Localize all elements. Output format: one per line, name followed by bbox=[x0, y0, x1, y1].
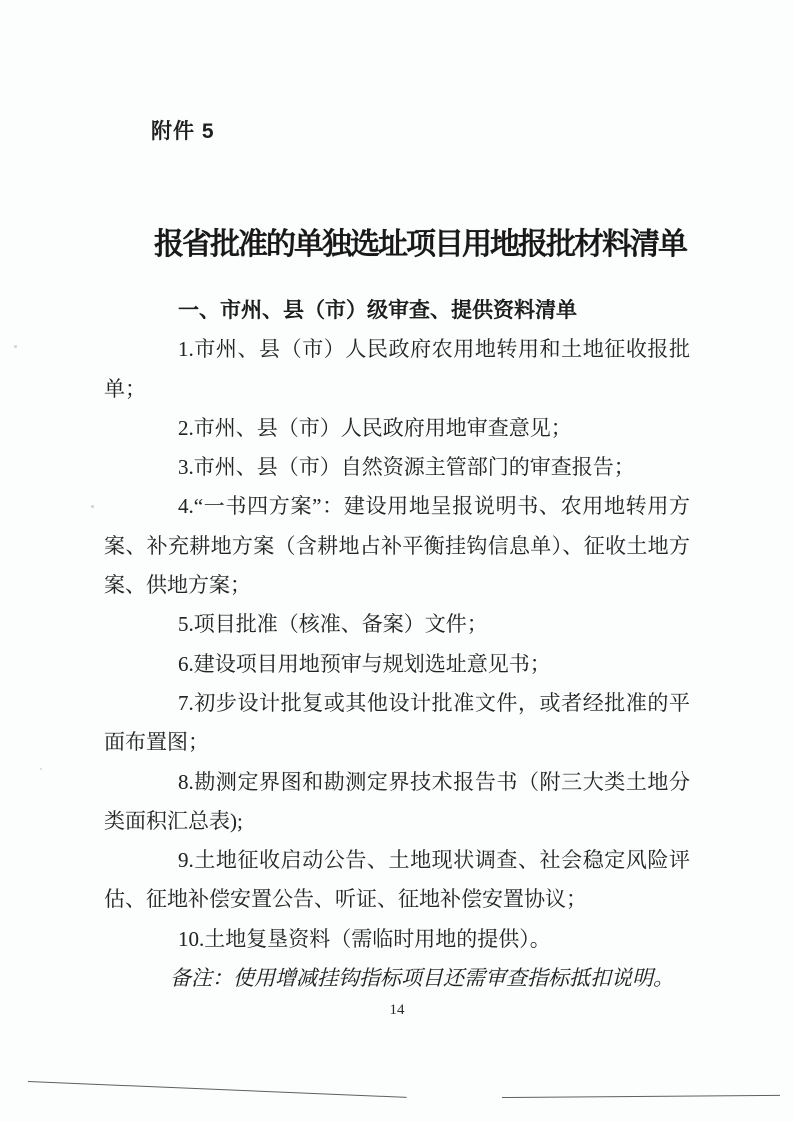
list-item-10: 10.土地复垦资料（需临时用地的提供）。 bbox=[178, 926, 551, 951]
list-item-3: 3.市州、县（市）自然资源主管部门的审查报告； bbox=[178, 455, 635, 480]
scan-edge-line-right bbox=[502, 1095, 780, 1098]
note-line: 备注：使用增减挂钩指标项目还需审查指标抵扣说明。 bbox=[170, 966, 674, 991]
list-item-5: 5.项目批准（核准、备案）文件； bbox=[178, 612, 488, 637]
list-item-9: 9.土地征收启动公告、土地现状调查、社会稳定风险评估、征地补偿安置公告、听证、征地补偿安置协议； bbox=[104, 848, 690, 912]
document-body bbox=[104, 291, 690, 998]
scan-edge-line-left bbox=[28, 1081, 407, 1098]
list-item-8: 8.勘测定界图和勘测定界技术报告书（附三大类土地分类面积汇总表); bbox=[104, 769, 690, 833]
list-item-2: 2.市州、县（市）人民政府用地审查意见； bbox=[178, 415, 572, 440]
scan-speck bbox=[91, 505, 94, 508]
scan-speck bbox=[40, 768, 42, 770]
document-title: 报省批准的单独选址项目用地报批材料清单 bbox=[154, 228, 686, 262]
list-item-4: 4.“一书四方案”：建设用地呈报说明书、农用地转用方案、补充耕地方案（含耕地占补平衡挂钩信息单）、征收土地方案、供地方案； bbox=[104, 494, 690, 598]
list-item-1: 1.市州、县（市）人民政府农用地转用和土地征收报批单； bbox=[104, 337, 690, 401]
list-item-6: 6.建设项目用地预审与规划选址意见书； bbox=[178, 651, 551, 676]
scan-speck bbox=[14, 345, 17, 348]
list-item-7: 7.初步设计批复或其他设计批准文件，或者经批准的平面布置图； bbox=[104, 690, 690, 755]
page-number: 14 bbox=[389, 1002, 405, 1018]
attachment-label: 附件 5 bbox=[151, 120, 215, 143]
section-heading: 一、市州、县（市）级审查、提供资料清单 bbox=[178, 299, 577, 322]
